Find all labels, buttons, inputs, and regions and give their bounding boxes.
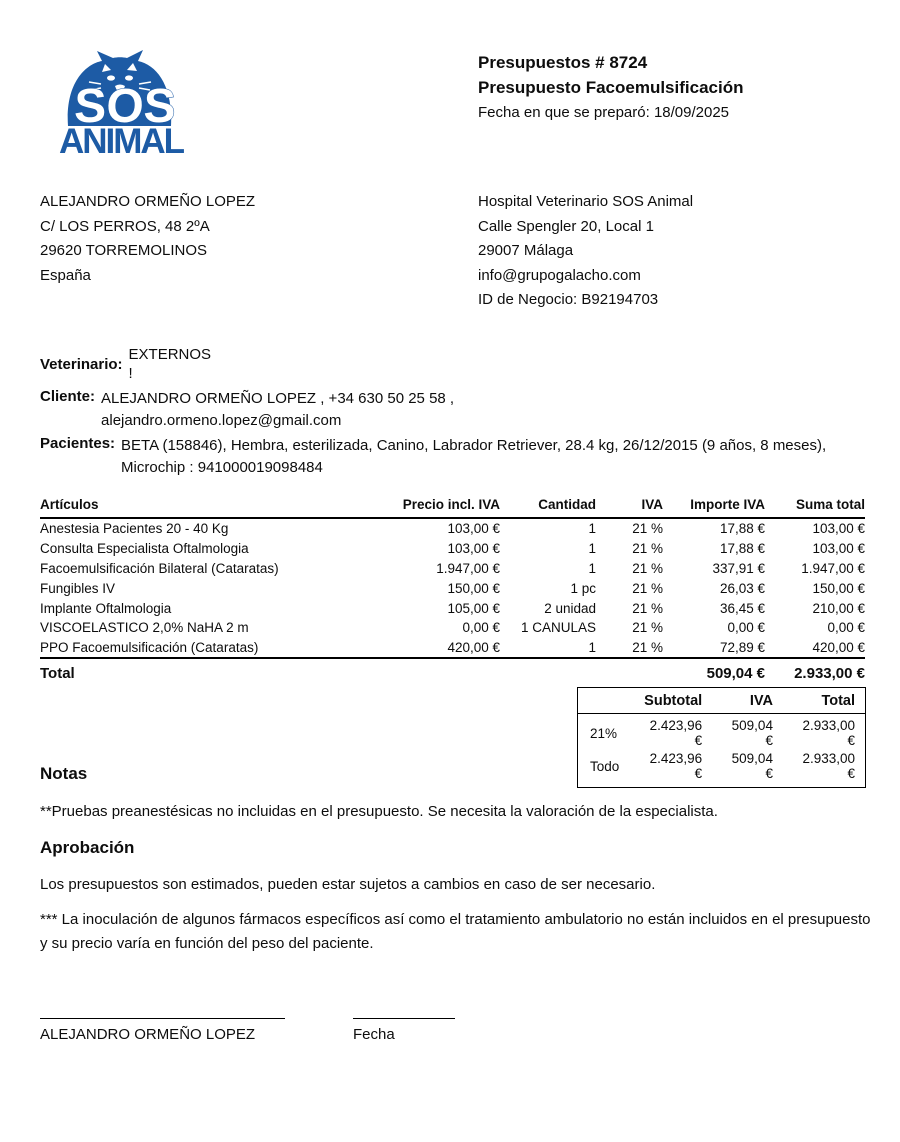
item-sum: 103,00 € xyxy=(812,541,865,557)
item-name: VISCOELASTICO 2,0% NaHA 2 m xyxy=(40,620,249,636)
patients-row xyxy=(40,435,826,479)
col-header-vat-amount: Importe IVA xyxy=(663,497,765,518)
item-vat-amount: 26,03 € xyxy=(719,580,765,596)
col-header-price: Precio incl. IVA xyxy=(380,497,500,518)
table-row xyxy=(40,539,865,559)
col-header-articles: Artículos xyxy=(40,497,380,518)
item-vat: 21 % xyxy=(632,640,663,656)
summary-total: 2.933,00 € xyxy=(802,718,855,748)
client-row xyxy=(40,388,454,432)
table-row xyxy=(40,559,865,579)
item-vat: 21 % xyxy=(632,580,663,596)
item-quantity: 2 unidad xyxy=(544,600,596,616)
item-price: 103,00 € xyxy=(447,521,500,537)
item-vat: 21 % xyxy=(632,560,663,576)
item-vat: 21 % xyxy=(632,600,663,616)
client-label: Cliente: xyxy=(40,388,96,405)
item-vat-amount: 72,89 € xyxy=(719,640,765,656)
client-country: España xyxy=(40,266,91,284)
client-city: 29620 TORREMOLINOS xyxy=(40,242,208,260)
item-sum: 1.947,00 € xyxy=(801,560,865,576)
item-quantity: 1 CANULAS xyxy=(520,620,596,636)
summary-header-vat: IVA xyxy=(712,688,783,714)
item-name: Fungibles IV xyxy=(40,580,116,596)
summary-rate-label: 21% xyxy=(590,725,618,741)
sos-animal-logo xyxy=(55,50,187,165)
item-vat-amount: 17,88 € xyxy=(719,541,765,557)
col-header-quantity: Cantidad xyxy=(500,497,596,518)
item-sum: 150,00 € xyxy=(812,580,865,596)
date-label: Fecha xyxy=(353,1026,395,1043)
col-header-vat: IVA xyxy=(596,497,663,518)
item-sum: 103,00 € xyxy=(812,521,865,537)
item-quantity: 1 pc xyxy=(570,580,596,596)
item-quantity: 1 xyxy=(588,560,596,576)
patients-value-line1: BETA (158846), Hembra, esterilizada, Canino, Labrador Retriever, 28.4 kg, 26/12/2015 (9 años, 8 meses), xyxy=(121,437,827,454)
approval-paragraph-1: Los presupuestos son estimados, pueden estar sujetos a cambios en caso de ser necesario. xyxy=(40,876,656,893)
item-quantity: 1 xyxy=(588,640,596,656)
signature-name-block xyxy=(40,1018,285,1043)
item-vat-amount: 36,45 € xyxy=(719,600,765,616)
cat-head-icon xyxy=(55,50,187,165)
item-name: Implante Oftalmologia xyxy=(40,600,172,616)
notes-heading: Notas xyxy=(40,764,88,783)
item-name: Facoemulsificación Bilateral (Cataratas) xyxy=(40,560,279,576)
prepared-date: Fecha en que se preparó: 18/09/2025 xyxy=(478,104,730,121)
summary-header-row xyxy=(578,688,866,714)
client-value-line1: ALEJANDRO ORMEÑO LOPEZ , +34 630 50 25 58 , xyxy=(101,390,455,407)
summary-row-all xyxy=(578,750,866,788)
veterinarian-row xyxy=(40,345,211,383)
item-price: 0,00 € xyxy=(462,620,500,636)
table-row xyxy=(40,598,865,618)
patients-microchip: Microchip : 941000019098484 xyxy=(121,459,323,476)
clinic-business-id: ID de Negocio: B92194703 xyxy=(478,291,659,309)
clinic-name: Hospital Veterinario SOS Animal xyxy=(478,193,694,210)
document-header xyxy=(478,50,743,125)
document-title: Presupuesto Facoemulsificación xyxy=(478,78,744,97)
summary-vat: 509,04 € xyxy=(731,718,773,748)
item-price: 105,00 € xyxy=(447,600,500,616)
approval-paragraph-2: *** La inoculación de algunos fármacos específicos así como el tratamiento ambulatorio no están incluidos en el presupuesto y su precio varía en función del peso del paciente. xyxy=(40,911,871,952)
summary-subtotal: 2.423,96 € xyxy=(649,718,703,748)
table-row xyxy=(40,618,865,638)
summary-header-empty xyxy=(578,688,630,714)
items-table-header-row xyxy=(40,497,865,518)
item-vat: 21 % xyxy=(632,541,663,557)
item-price: 150,00 € xyxy=(447,580,500,596)
table-row xyxy=(40,638,865,659)
item-price: 1.947,00 € xyxy=(436,560,500,576)
logo-text-animal: ANIMAL xyxy=(58,122,184,161)
veterinarian-value-line1: EXTERNOS xyxy=(128,346,212,363)
client-email: alejandro.ormeno.lopez@gmail.com xyxy=(101,412,342,429)
item-name: Anestesia Pacientes 20 - 40 Kg xyxy=(40,521,229,537)
items-total-row xyxy=(40,658,865,684)
table-row xyxy=(40,578,865,598)
item-price: 103,00 € xyxy=(447,541,500,557)
summary-subtotal: 2.423,96 € xyxy=(649,751,703,782)
item-name: Consulta Especialista Oftalmologia xyxy=(40,541,249,557)
clinic-email: info@grupogalacho.com xyxy=(478,266,641,284)
item-vat: 21 % xyxy=(632,521,663,537)
clinic-street: Calle Spengler 20, Local 1 xyxy=(478,217,654,235)
veterinarian-label: Veterinario: xyxy=(40,355,123,373)
summary-row-21 xyxy=(578,714,866,750)
item-name: PPO Facoemulsificación (Cataratas) xyxy=(40,640,259,656)
summary-rate-label: Todo xyxy=(590,758,620,774)
patients-value xyxy=(121,435,826,479)
document-number: Presupuestos # 8724 xyxy=(478,53,648,72)
approval-heading: Aprobación xyxy=(40,838,135,857)
patients-label: Pacientes: xyxy=(40,435,116,452)
table-row xyxy=(40,518,865,539)
client-value xyxy=(101,388,454,432)
logo-text-sos: SOS xyxy=(73,80,177,133)
clinic-address-block xyxy=(478,190,693,313)
item-sum: 0,00 € xyxy=(827,620,865,636)
veterinarian-value-line2: ! xyxy=(128,365,133,382)
vat-summary-table xyxy=(577,687,866,788)
clinic-city: 29007 Málaga xyxy=(478,242,574,260)
total-sum: 2.933,00 € xyxy=(765,658,865,684)
summary-header-subtotal: Subtotal xyxy=(629,688,712,714)
item-vat: 21 % xyxy=(632,620,663,636)
total-label: Total xyxy=(40,658,380,684)
item-quantity: 1 xyxy=(588,541,596,557)
summary-total: 2.933,00 € xyxy=(802,751,855,782)
client-street: C/ LOS PERROS, 48 2ºA xyxy=(40,217,210,235)
signature-date-block xyxy=(353,1018,455,1043)
col-header-sum-total: Suma total xyxy=(765,497,865,518)
total-vat-amount: 509,04 € xyxy=(663,658,765,684)
item-price: 420,00 € xyxy=(447,640,500,656)
item-sum: 420,00 € xyxy=(812,640,865,656)
signature-name: ALEJANDRO ORMEÑO LOPEZ xyxy=(40,1026,256,1043)
item-vat-amount: 0,00 € xyxy=(727,620,765,636)
client-address-block xyxy=(40,190,255,288)
items-table xyxy=(40,497,865,684)
item-vat-amount: 337,91 € xyxy=(712,560,765,576)
client-name: ALEJANDRO ORMEÑO LOPEZ xyxy=(40,193,256,210)
summary-header-total: Total xyxy=(783,688,866,714)
summary-vat: 509,04 € xyxy=(731,751,773,782)
item-sum: 210,00 € xyxy=(812,600,865,616)
item-vat-amount: 17,88 € xyxy=(719,521,765,537)
item-quantity: 1 xyxy=(588,521,596,537)
veterinarian-value xyxy=(129,345,212,383)
notes-body: **Pruebas preanestésicas no incluidas en el presupuesto. Se necesita la valoración de la especialista. xyxy=(40,803,718,820)
